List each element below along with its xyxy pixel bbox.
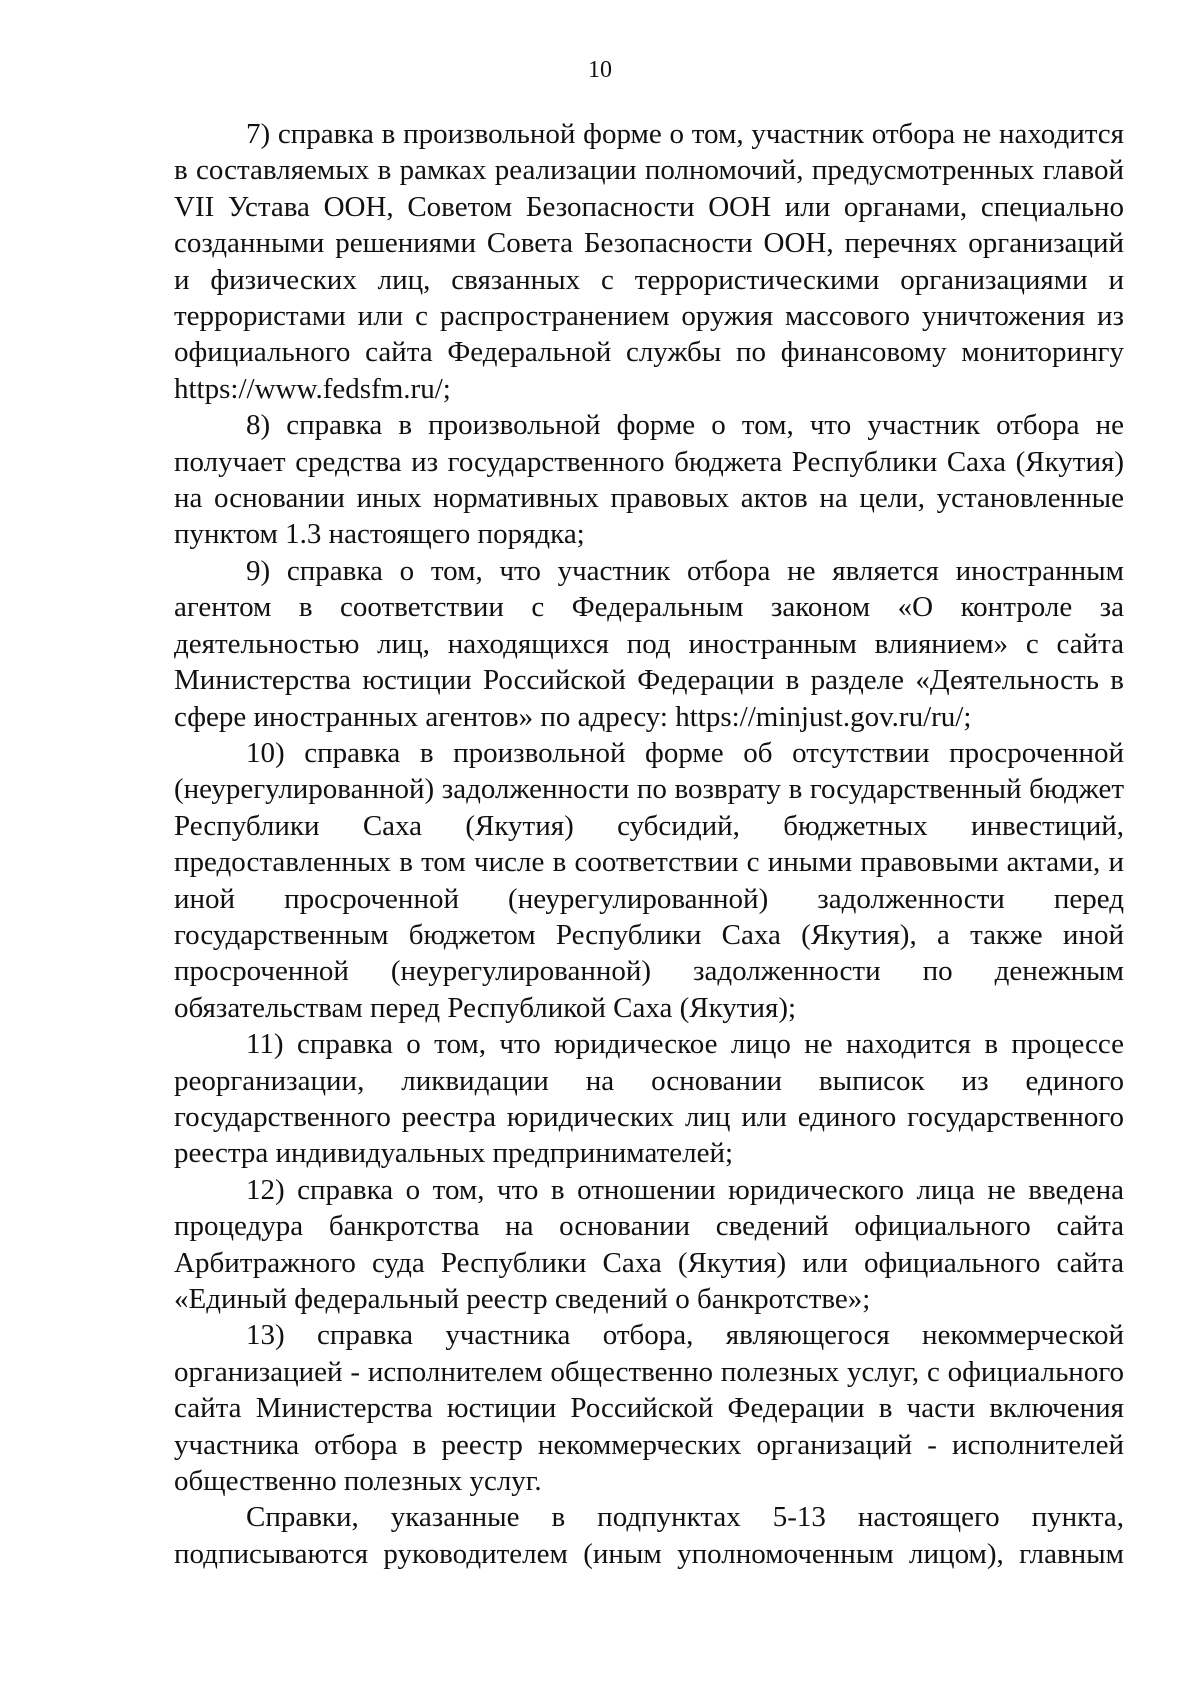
page-number: 10 — [588, 57, 612, 83]
paragraph-item-9: 9) справка о том, что участник отбора не является иностранным агентом в соответствии с Федеральным законом «О контроле за деятельностью лиц, находящихся под иностранным влиянием» с сайта Министерства юстиции Российской Федерации в разделе «Деятельность в сфере иностранных агентов» по адресу: https://minjust.gov.ru/ru/; — [174, 554, 1124, 733]
paragraph-item-10: 10) справка в произвольной форме об отсутствии просроченной (неурегулированной) задолженности по возврату в государственный бюджет Республики Саха (Якутия) субсидий, бюджетных инвестиций, предоставленных в том числе в соответствии с иными правовыми актами, и иной просроченной (неурегулированной) задолженности перед государственным бюджетом Республики Саха (Якутия), а также иной просроченной (неурегулированной) задолженности по денежным обязательствам перед Республикой Саха (Якутия); — [174, 736, 1124, 1024]
paragraph-closing: Справки, указанные в подпунктах 5-13 настоящего пункта, подписываются руководителем (иным уполномоченным лицом), главным — [174, 1501, 1124, 1570]
paragraph-item-8: 8) справка в произвольной форме о том, что участник отбора не получает средства из государственного бюджета Республики Саха (Якутия) на основании иных нормативных правовых актов на цели, установленные пунктом 1.3 настоящего порядка; — [174, 409, 1124, 551]
document-body — [174, 116, 1124, 1572]
paragraph-item-13: 13) справка участника отбора, являющегося некоммерческой организацией - исполнителем общественно полезных услуг, с официального сайта Министерства юстиции Российской Федерации в части включения участника отбора в реестр некоммерческих организаций - исполнителей общественно полезных услуг. — [174, 1319, 1124, 1498]
paragraph-item-11: 11) справка о том, что юридическое лицо не находится в процессе реорганизации, ликвидации на основании выписок из единого государственного реестра юридических лиц или единого государственного реестра индивидуальных предпринимателей; — [174, 1028, 1124, 1170]
paragraph-item-12: 12) справка о том, что в отношении юридического лица не введена процедура банкротства на основании сведений официального сайта Арбитражного суда Республики Саха (Якутия) или официального сайта «Единый федеральный реестр сведений о банкротстве»; — [174, 1173, 1124, 1315]
paragraph-item-7: 7) справка в произвольной форме о том, участник отбора не находится в составляемых в рамках реализации полномочий, предусмотренных главой VII Устава ООН, Советом Безопасности ООН или органами, специально созданными решениями Совета Безопасности ООН, перечнях организаций и физических лиц, связанных с террористическими организациями и террористами или с распространением оружия массового уничтожения из официального сайта Федеральной службы по финансовому мониторингу https://www.fedsfm.ru/; — [174, 118, 1124, 405]
